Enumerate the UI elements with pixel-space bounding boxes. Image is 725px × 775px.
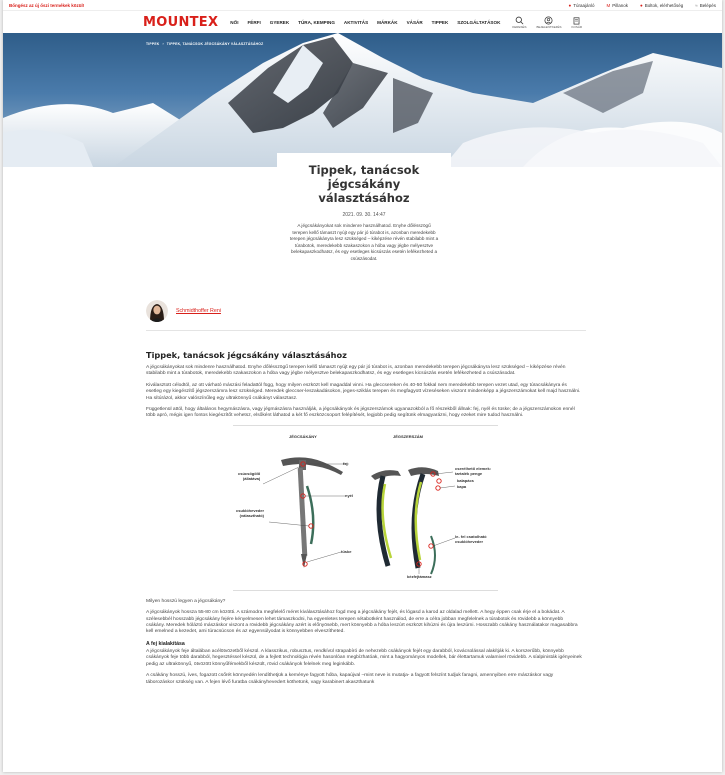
article-date: 2021. 09. 30. 14:47 [342,212,386,218]
cart-icon [572,16,581,25]
utility-link-login[interactable]: ≈ Belépés [695,2,716,8]
browser-page [3,0,722,772]
nav-item-women[interactable]: NŐI [230,19,239,25]
label-fogantyu: le- fel csatolható csuklóheveder [455,533,487,544]
breadcrumb-separator: › [162,42,164,46]
paragraph: A jégcsákányok feje általában acélötvözetből készül. A klasszikus, robusztus, rendkívül strapabíró de nehezebb csákányok fejét egy darabból, kovácsolással alakítják ki. A korszerűbb, könnyebb csákányok feje több darabból, hegesztéssel készül, de a fejlett technológia révén hasonlóan megbízhatóak, mint a hagyományos modellek, bár élettartamuk valamivel rövidebb. A síalpinisták igényeinek pedig az ultrakönnyű, ötvözött könnyűfémekből készült, rövid csákányok felelnek meg leginkább. [146,648,582,667]
nav-item-hiking[interactable]: TÚRA, KEMPING [298,19,335,25]
utility-link-tours[interactable]: ● Túraajánló [568,2,595,8]
search-button[interactable]: KERESÉS [512,16,526,29]
breadcrumb-current: TIPPEK, TANÁCSOK JÉGCSÁKÁNY VÁLASZTÁSÁHOZ [166,42,264,46]
mountain-illustration [3,33,722,167]
site-logo[interactable]: MOUNTEX [143,14,219,30]
label-fej: fej [343,460,348,466]
user-icon [544,16,553,25]
ice-axe-diagram [233,425,498,591]
label-cserelheto: cserélhető elemek: tartalék penge [455,465,492,476]
paragraph: A jégcsákányok hossza 55-80 cm közötti. A számodra megfelelő méret kiválasztásához fogd meg a jégcsákány fejét, és lógasd a karod az oldalad mellett. A hegy éppen csak érje el a bokádat. A szélesebbél hosszabb jégcsákány fejére kényelmesen lehet támaszkodni, ha egyenletes terepen sétabotként használod, de erre a célra jobban megfelelnek a túrabotok és rövidebb a könnyebb csákány. Meredek hóláztó mászáskor viszont a rövidebb jégcsákány azért is előnyösebb, mert könnyebb a hóba leszúrt eszközt kihúzni és újra leszúrni. Hosszabb csákány használatakor magasabbra kell emelned a kezedet, ami túracsúcson és az egyensúlyodat is könnyebben elveszítheted. [146,610,578,635]
nav-item-kids[interactable]: GYEREK [269,19,290,25]
label-csuklo: csuklóheveder (választható) [236,507,265,518]
label-kezfej: kézfejtámasz [407,573,432,579]
paragraph: Függetlenül attól, hogy általános hegymászásra, vagy jégmászásra használják, a jégcsákányok és jégszerszámok ugyanazokból a fő részekből állnak: fej, nyél és tüske; de a jégszerszámokon ennél több apró, mégis igen fontos kiegészítőt vehetsz, elsőként láthatod a két fő eszközcsoport felépítését, legjobb pedig segítünk elmagyarázni, hogy ezeket mire tudod használni. [146,407,575,419]
location-icon: ● [640,2,643,8]
promo-link[interactable]: Bőngész az új őszi termékek közül! [9,2,85,8]
breadcrumb [146,42,263,46]
article-heading: Tippek, tanácsok jégcsákány választásához [146,350,347,360]
search-icon [515,16,524,25]
hero-image [3,33,722,167]
article-body [146,350,582,691]
nav-item-services[interactable]: SZOLGÁLTATÁSOK [457,19,501,25]
label-tuske: tüske [341,548,352,554]
article-title: Tippek, tanácsok jégcsákány választásához [308,163,420,205]
nav-item-activity[interactable]: AKTIVITÁS [343,19,369,25]
label-csucsogolo: csúcsögölő (állatáva) [238,470,261,481]
section-question: Milyen hosszú legyen a jégcsákány? [146,598,226,604]
label-kapa: kapa [457,483,467,489]
nav-item-men[interactable]: FÉRFI [247,19,261,25]
diagram-col-right: JÉGSZERSZÁM [393,433,424,439]
pin-icon: ● [568,2,572,8]
label-kalapacs: kalapács [457,477,474,483]
nav-item-tips[interactable]: TIPPEK [431,19,449,25]
diagram-col-left: JÉGCSÁKÁNY [289,433,317,439]
divider [146,330,586,331]
paragraph: Kiválasztott célodtól, az ott várható mászási feladattól függ, hogy milyen eszközt kell magaddal vinni. Ha gleccsereken és 40-50 fokkal nem meredekebb terepen vezet utad, egy túracsákányra és esetleg egy kiegészítő jégszerszámra lesz szükséged. Meredek gleccser-leszakadásokon, jeges-sziklás terepen és megfagyott vízeséseken viszont mindenképp a jégszerszámokat kell majd használni. Ha sítúrázol, akkor valószínűleg egy ultrakönnyű csákányt választasz. [146,382,581,401]
cart-button[interactable]: KOSÁR [571,16,582,29]
author-link[interactable]: Schmidthoffer Reni [176,308,221,314]
m-icon: M [606,2,611,8]
utility-link-stores[interactable]: ● Boltok, elérhetőség [640,2,684,8]
article-lead: A jégcsákányokat sok mindenre használhatod. Enyhe dőlésszögű terepen kellő támaszt nyújt egy pár jó túrabot is, azonban meredekebb terepen jégcsákányra lesz szükséged – kiképzése révén stabilabb mint a túrabotok, meredekebb szakaszokon a hóba vagy jégbe mélyesztve belekapaszkodhatsz, és egy esetleges kicsúszás esetén lefékezheted a csúszásodat. [289,223,439,261]
nav-item-sale[interactable]: VÁSÁR [406,19,423,25]
nav-item-brands[interactable]: MÁRKÁK [377,19,398,25]
utility-links [569,3,717,8]
article-title-card [277,153,451,280]
wifi-icon: ≈ [695,2,698,8]
main-nav [230,20,500,25]
author-block [146,300,221,322]
paragraph: A jégcsákányokat sok mindenre használhatod. Enyhe dőlésszögű terepen kellő támaszt nyújt egy pár jó túrabot is, azonban meredekebb terepen jégcsákányra lesz szükséged – kiképzése révén stabilabb mint a túrabotok, meredekebb szakaszokon a hóba vagy jégbe mélyesztve belekapaszkodhatsz, és egy esetleges kicsúszás esetén lefékezheted a csúszásodat. [146,365,566,377]
avatar [146,300,168,322]
breadcrumb-home[interactable]: TIPPEK [146,42,160,46]
utility-link-moments[interactable]: M Pillanok [606,2,628,8]
utility-bar [3,0,722,11]
main-header [3,11,722,33]
login-button[interactable]: BEJELENTKEZÉS [536,16,561,29]
label-nyel: nyél [345,492,354,498]
header-actions [512,16,582,29]
article-subheading: A fej kialakítása [146,640,185,647]
ice-axe-drawing [233,426,498,592]
paragraph: A csákány hosszú, íves, fogazott csőrét könnyedén lendíthetjük a keménye fagyott hóba, kapaújval –mint neve is mutatja- a fagyott felszínt tudjuk faragni, amennyiben erre mászáskor vagy táborozáskor szükség van. A fejen lévő furatba csákányhevedert köthetünk, vagy karabinert akaszthatunk [146,673,554,685]
